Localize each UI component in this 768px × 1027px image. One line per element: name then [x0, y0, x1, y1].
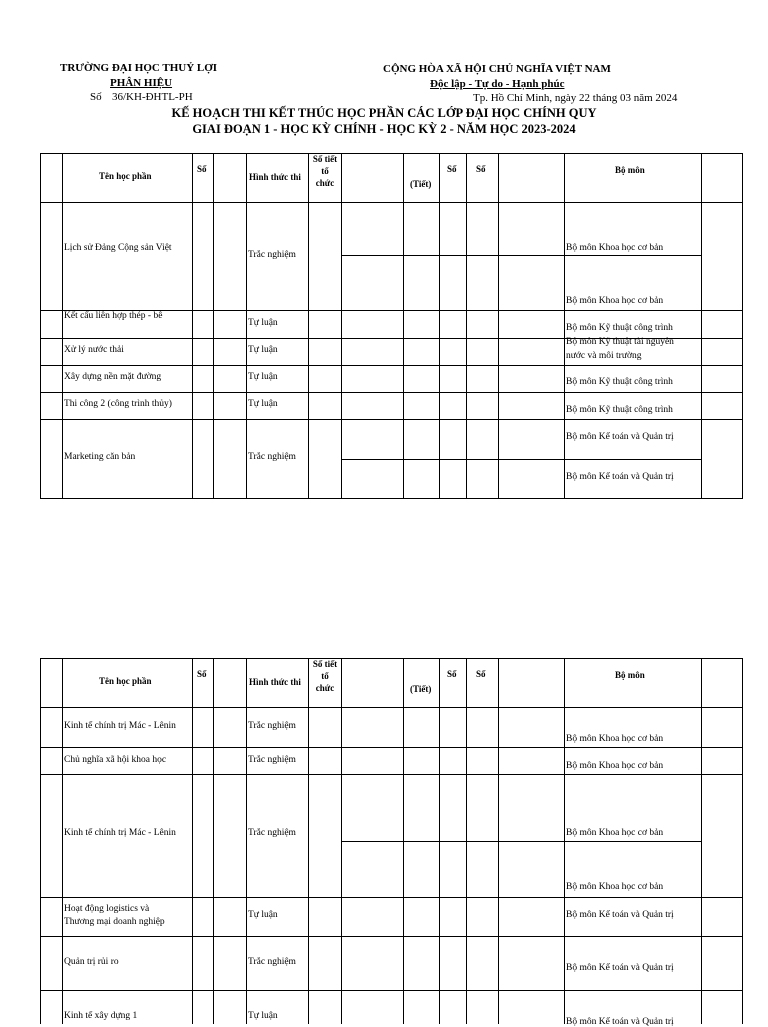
col-header-course-name: Tên học phần: [99, 676, 152, 686]
col-header-periods-1: Số tiết: [312, 154, 338, 164]
col-header-periods-3: chức: [315, 178, 335, 188]
course-name: Thi công 2 (công trình thủy): [64, 399, 172, 409]
department: Bộ môn Khoa học cơ bản: [566, 761, 664, 771]
col-header-tiet: (Tiết): [410, 179, 432, 189]
department: Bộ môn Khoa học cơ bản: [566, 882, 664, 892]
department: Bộ môn Khoa học cơ bản: [566, 296, 664, 306]
department: Bộ môn Kế toán và Quản trị: [566, 963, 674, 973]
col-header-periods-3: chức: [315, 683, 335, 693]
department: Bộ môn Kỹ thuật công trình: [566, 405, 673, 415]
col-header-exam-format: Hình thức thi: [249, 677, 301, 687]
course-name: Kinh tế xây dựng 1: [64, 1011, 138, 1021]
department: Bộ môn Kỹ thuật tài nguyên: [566, 337, 674, 347]
branch-name: PHÂN HIỆU: [110, 77, 173, 89]
exam-format: Trắc nghiệm: [248, 452, 296, 462]
department: nước và môi trường: [566, 351, 642, 361]
exam-format: Trắc nghiệm: [248, 957, 296, 967]
col-header-exam-format: Hình thức thi: [249, 172, 301, 182]
exam-format: Trắc nghiệm: [248, 721, 296, 731]
course-name: Marketing căn bản: [64, 452, 136, 462]
col-header-department: Bộ môn: [615, 670, 645, 680]
course-name: Lịch sử Đảng Cộng sản Việt: [64, 243, 172, 253]
department: Bộ môn Khoa học cơ bản: [566, 828, 664, 838]
exam-format: Tự luận: [248, 372, 278, 382]
col-header-so-2: Số: [447, 164, 457, 174]
department: Bộ môn Kế toán và Quản trị: [566, 1017, 674, 1027]
department: Bộ môn Khoa học cơ bản: [566, 243, 664, 253]
course-name: Hoạt động logistics và: [64, 904, 150, 914]
col-header-department: Bộ môn: [615, 165, 645, 175]
exam-format: Trắc nghiệm: [248, 828, 296, 838]
department: Bộ môn Kỹ thuật công trình: [566, 377, 673, 387]
exam-format: Tự luận: [248, 910, 278, 920]
col-header-tiet: (Tiết): [410, 684, 432, 694]
plan-title: KẾ HOẠCH THI KẾT THÚC HỌC PHẦN CÁC LỚP ĐẠI HỌC CHÍNH QUY: [171, 106, 597, 120]
country-name: CỘNG HÒA XÃ HỘI CHỦ NGHĨA VIỆT NAM: [383, 63, 611, 75]
document-date: Tp. Hồ Chí Minh, ngày 22 tháng 03 năm 2024: [473, 92, 678, 104]
course-name: Chủ nghĩa xã hội khoa học: [64, 755, 167, 765]
col-header-so: Số: [197, 164, 207, 174]
course-name: Kết cấu liên hợp thép - bê: [64, 311, 163, 321]
document-number-label: Số: [90, 91, 102, 103]
plan-subtitle: GIAI ĐOẠN 1 - HỌC KỲ CHÍNH - HỌC KỲ 2 - NĂM HỌC 2023-2024: [192, 122, 576, 136]
exam-format: Trắc nghiệm: [248, 755, 296, 765]
department: Bộ môn Khoa học cơ bản: [566, 734, 664, 744]
exam-format: Tự luận: [248, 318, 278, 328]
national-motto: Độc lập - Tự do - Hạnh phúc: [430, 78, 565, 90]
col-header-periods-2: tổ: [321, 166, 329, 176]
document-number: 36/KH-ĐHTL-PH: [112, 91, 193, 103]
col-header-periods-2: tổ: [321, 671, 329, 681]
col-header-so-3: Số: [476, 669, 486, 679]
course-name: Quản trị rủi ro: [64, 957, 119, 967]
exam-format: Tự luận: [248, 345, 278, 355]
col-header-periods-1: Số tiết: [312, 659, 338, 669]
col-header-so: Số: [197, 669, 207, 679]
exam-format: Trắc nghiệm: [248, 250, 296, 260]
course-name: Kinh tế chính trị Mác - Lênin: [64, 721, 176, 731]
course-name: Xử lý nước thải: [64, 345, 124, 355]
exam-format: Tự luận: [248, 399, 278, 409]
course-name: Kinh tế chính trị Mác - Lênin: [64, 828, 176, 838]
exam-format: Tự luận: [248, 1011, 278, 1021]
col-header-course-name: Tên học phần: [99, 171, 152, 181]
university-name: TRƯỜNG ĐẠI HỌC THUỶ LỢI: [60, 62, 218, 74]
col-header-so-3: Số: [476, 164, 486, 174]
course-name: Xây dựng nền mặt đường: [64, 372, 162, 382]
course-name: Thương mại doanh nghiệp: [64, 917, 165, 927]
department: Bộ môn Kế toán và Quản trị: [566, 472, 674, 482]
col-header-so-2: Số: [447, 669, 457, 679]
department: Bộ môn Kế toán và Quản trị: [566, 432, 674, 442]
department: Bộ môn Kỹ thuật công trình: [566, 323, 673, 333]
department: Bộ môn Kế toán và Quản trị: [566, 910, 674, 920]
